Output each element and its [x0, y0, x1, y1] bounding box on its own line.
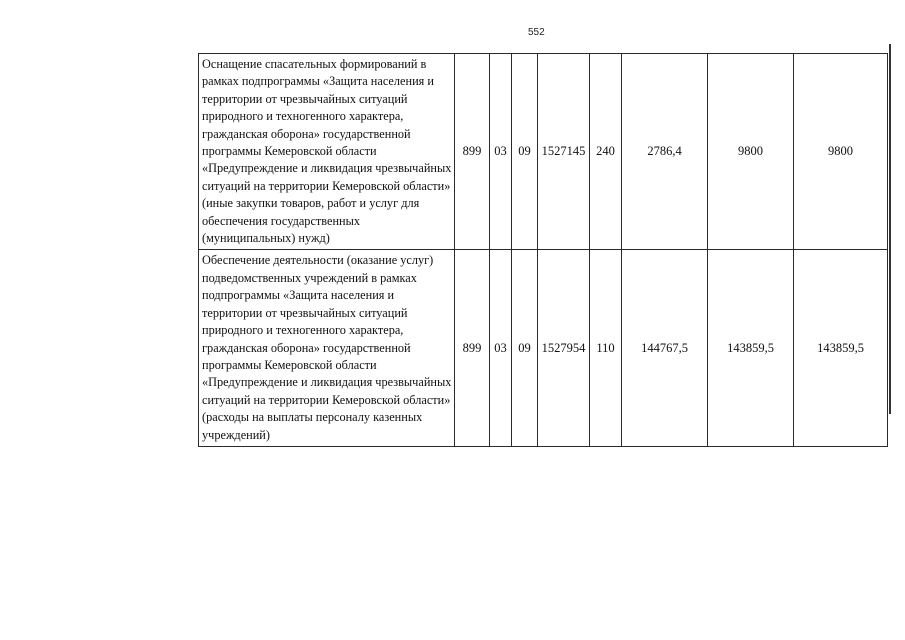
subsection-cell: 09 — [512, 250, 538, 446]
table-row — [199, 250, 888, 446]
section-cell: 03 — [490, 250, 512, 446]
budget-table — [198, 53, 888, 447]
amount-1-cell: 144767,5 — [622, 250, 708, 446]
subsection-cell: 09 — [512, 54, 538, 250]
ministry-code-cell: 899 — [455, 54, 490, 250]
row-name-cell: Обеспечение деятельности (оказание услуг) подведомственных учреждений в рамках подпрограммы «Защита населения и территории от чрезвычайных ситуаций природного и техногенного характера, гражданская оборона» государственной программы Кемеровской области «Предупреждение и ликвидация чрезвычайных ситуаций на территории Кемеровской области» (расходы на выплаты персоналу казенных учреждений) — [199, 250, 455, 446]
amount-2-cell: 143859,5 — [708, 250, 794, 446]
ministry-code-cell: 899 — [455, 250, 490, 446]
table-row — [199, 54, 888, 250]
amount-3-cell: 143859,5 — [794, 250, 888, 446]
page-edge-line — [889, 44, 891, 414]
row-name-cell: Оснащение спасательных формирований в рамках подпрограммы «Защита населения и территории от чрезвычайных ситуаций природного и техногенного характера, гражданская оборона» государственной программы Кемеровской области «Предупреждение и ликвидация чрезвычайных ситуаций на территории Кемеровской области» (иные закупки товаров, работ и услуг для обеспечения государственных (муниципальных) нужд) — [199, 54, 455, 250]
section-cell: 03 — [490, 54, 512, 250]
target-item-cell: 1527145 — [538, 54, 590, 250]
amount-1-cell: 2786,4 — [622, 54, 708, 250]
expense-type-cell: 240 — [590, 54, 622, 250]
amount-3-cell: 9800 — [794, 54, 888, 250]
page-number: 552 — [528, 27, 545, 38]
amount-2-cell: 9800 — [708, 54, 794, 250]
target-item-cell: 1527954 — [538, 250, 590, 446]
expense-type-cell: 110 — [590, 250, 622, 446]
